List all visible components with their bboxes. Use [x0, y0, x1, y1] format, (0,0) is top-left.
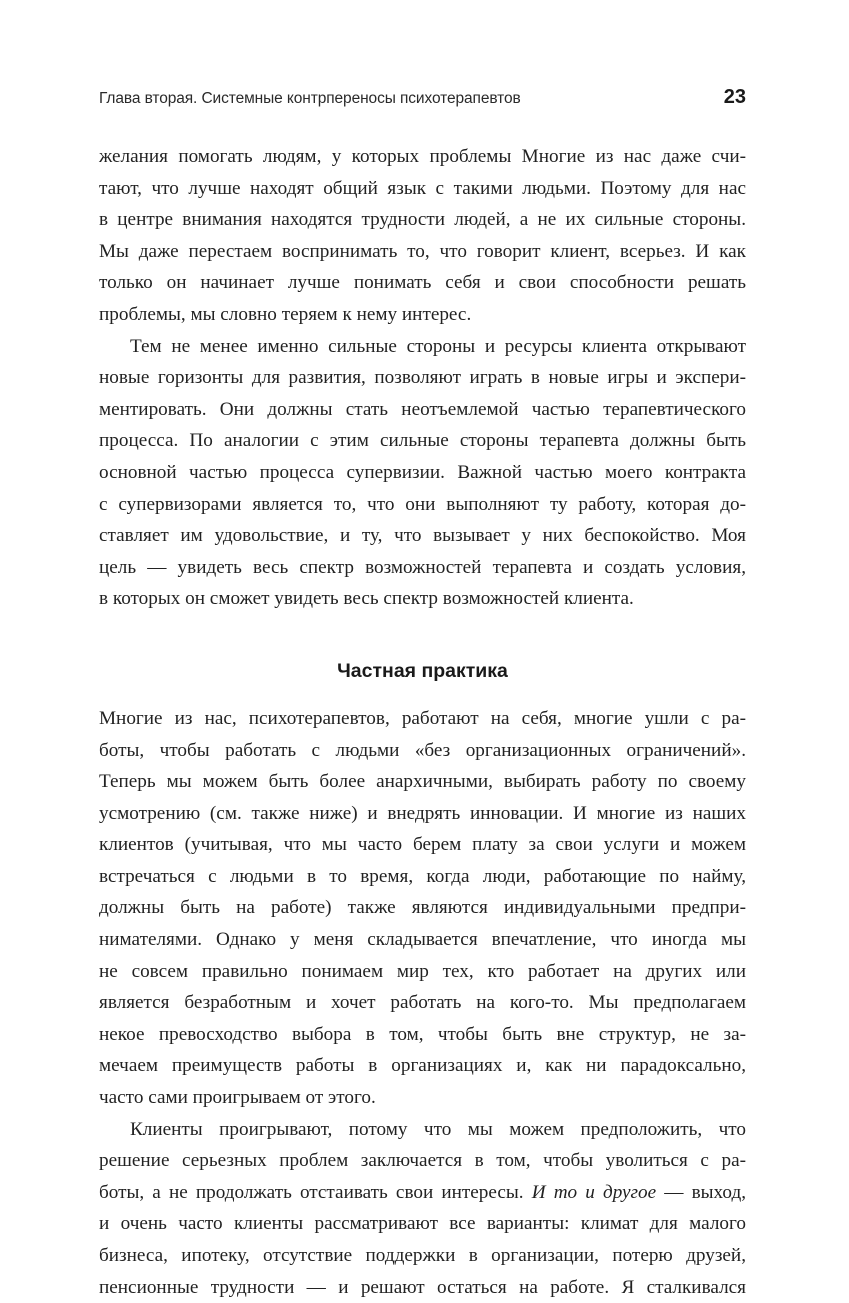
text-line: Многие из нас, психотерапевтов, работают на себя, многие ушли с ра-	[99, 707, 746, 729]
text-line: ментировать. Они должны стать неотъемлемой частью терапевтического	[99, 398, 746, 420]
page-number: 23	[723, 86, 746, 108]
text-line: цель — увидеть весь спектр возможностей терапевта и создать условия,	[99, 556, 746, 578]
text-line: Клиенты проигрывают, потому что мы можем предположить, что	[130, 1118, 746, 1140]
text-line: мечаем преимуществ работы в организациях и, как ни парадоксально,	[99, 1055, 746, 1077]
text-line: тают, что лучше находят общий язык с такими людьми. Поэтому для нас	[99, 177, 746, 199]
text-line-with-emphasis	[99, 1177, 746, 1209]
section-heading: Частная практика	[337, 659, 508, 682]
emphasis-text: И то и другое	[531, 1181, 657, 1203]
text-line: проблемы, мы словно теряем к нему интерес.	[99, 303, 472, 325]
text-line: процесса. По аналогии с этим сильные стороны терапевта должны быть	[99, 430, 746, 452]
paragraph	[99, 331, 746, 615]
text-run: боты, а не продолжать отстаивать свои интересы.	[99, 1181, 532, 1203]
paragraph	[99, 1114, 746, 1303]
text-line: в центре внимания находятся трудности людей, а не их сильные стороны.	[99, 209, 746, 231]
text-line: Мы даже перестаем воспринимать то, что говорит клиент, всерьез. И как	[99, 240, 746, 262]
chapter-title: Глава вторая. Системные контрпереносы психотерапевтов	[99, 90, 521, 107]
text-line: нимателями. Однако у меня складывается впечатление, что иногда мы	[99, 929, 746, 951]
page-body	[99, 141, 746, 1303]
text-line: желания помогать людям, у которых проблемы Многие из нас даже счи-	[99, 146, 746, 167]
paragraph	[99, 703, 746, 1114]
text-line: усмотрению (см. также ниже) и внедрять инновации. И многие из наших	[99, 802, 746, 824]
text-line: основной частью процесса супервизии. Важной частью моего контракта	[99, 461, 746, 483]
running-head	[99, 86, 746, 110]
text-line: новые горизонты для развития, позволяют играть в новые игры и экспери-	[99, 367, 746, 389]
text-line: должны быть на работе) также являются индивидуальными предпри-	[99, 897, 746, 919]
text-line: боты, чтобы работать с людьми «без организационных ограничений».	[99, 739, 746, 761]
text-line: является безработным и хочет работать на кого-то. Мы предполагаем	[99, 992, 746, 1014]
text-line: Тем не менее именно сильные стороны и ресурсы клиента открывают	[130, 335, 746, 357]
text-line: в которых он сможет увидеть весь спектр возможностей клиента.	[99, 588, 634, 610]
text-line: и очень часто клиенты рассматривают все варианты: климат для малого	[99, 1213, 746, 1235]
text-run: — выход,	[656, 1181, 747, 1203]
paragraph	[99, 141, 746, 331]
text-line: некое превосходство выбора в том, чтобы быть вне структур, не за-	[99, 1023, 746, 1045]
text-line: не совсем правильно понимаем мир тех, кто работает на других или	[99, 960, 746, 982]
text-line: встречаться с людьми в то время, когда люди, работающие по найму,	[99, 865, 746, 887]
text-line: только он начинает лучше понимать себя и свои способности решать	[99, 272, 746, 294]
text-line: часто сами проигрываем от этого.	[99, 1087, 376, 1109]
text-line: пенсионные трудности — и решают остаться на работе. Я сталкивался	[99, 1276, 746, 1298]
text-line: клиентов (учитывая, что мы часто берем плату за свои услуги и можем	[99, 834, 746, 856]
text-line: Теперь мы можем быть более анархичными, выбирать работу по своему	[99, 771, 746, 793]
text-line: бизнеса, ипотеку, отсутствие поддержки в организации, потерю друзей,	[99, 1245, 746, 1266]
text-line: решение серьезных проблем заключается в том, чтобы уволиться с ра-	[99, 1150, 746, 1172]
text-line: ставляет им удовольствие, и ту, что вызывает у них беспокойство. Моя	[99, 525, 746, 547]
text-line: с супервизорами является то, что они выполняют ту работу, которая до-	[99, 493, 746, 515]
